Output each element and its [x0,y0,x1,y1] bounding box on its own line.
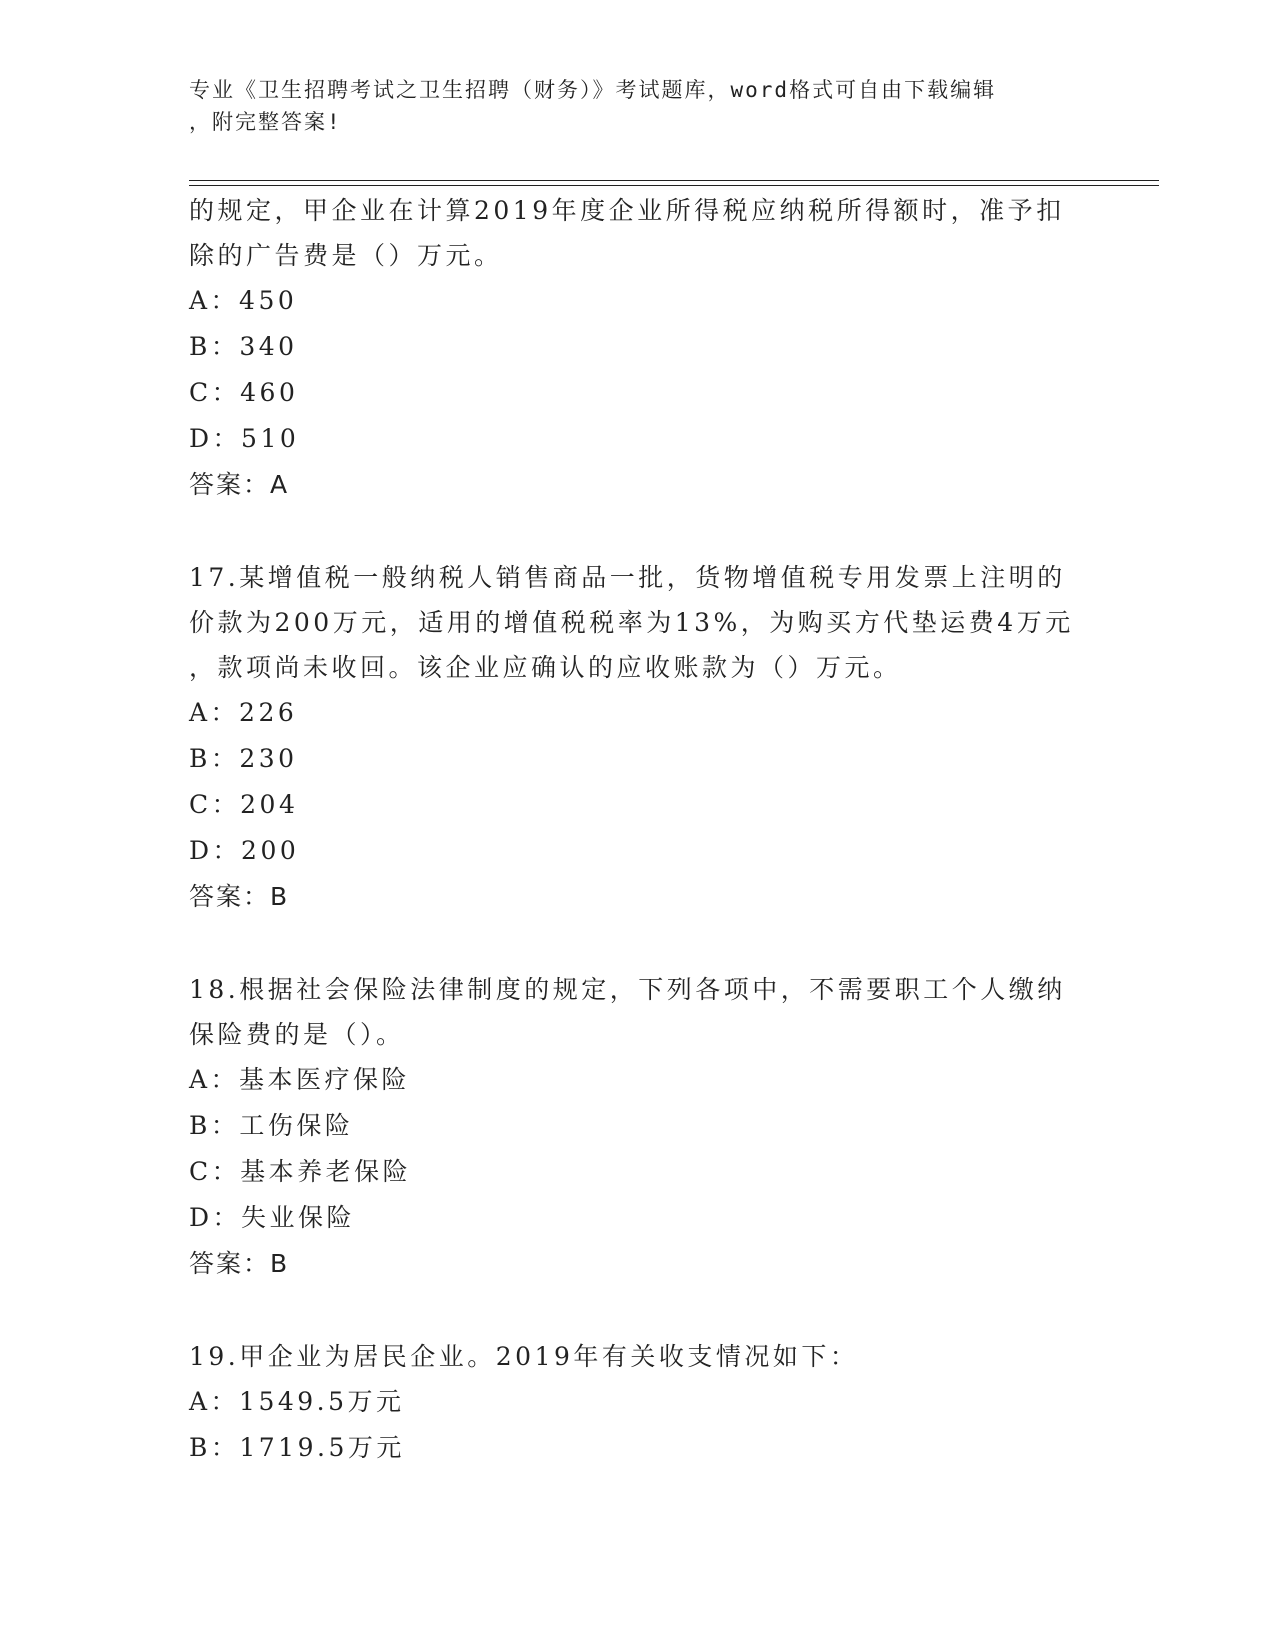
option-b: B：1719.5万元 [189,1433,405,1462]
question-block-19 [189,1334,1089,1471]
header-divider-top [189,180,1159,181]
option-d: D：失业保险 [189,1203,356,1232]
spacer [189,508,1089,555]
option-b: B：工伤保险 [189,1111,354,1140]
option-a: A：1549.5万元 [189,1387,405,1416]
option-b: B：230 [189,744,298,773]
question-block-18 [189,967,1089,1287]
question-block-17 [189,555,1089,920]
option-c: C：204 [189,790,299,819]
option-b: B：340 [189,332,298,361]
question-text-line: ，款项尚未收回。该企业应确认的应收账款为（）万元。 [189,653,902,682]
option-c: C：基本养老保险 [189,1157,412,1186]
question-text-line: 价款为200万元，适用的增值税税率为13%，为购买方代垫运费4万元 [189,608,1074,637]
question-list [189,188,1089,1471]
question-text-line: 19.甲企业为居民企业。2019年有关收支情况如下： [189,1342,859,1371]
option-c: C：460 [189,378,299,407]
header-divider-bottom [189,185,1159,186]
question-text-line: 除的广告费是（）万元。 [189,241,503,270]
header-line-2: ，附完整答案! [189,110,342,134]
question-text-line: 18.根据社会保险法律制度的规定，下列各项中，不需要职工个人缴纳 [189,975,1066,1004]
option-a: A：450 [189,286,298,315]
spacer [189,1287,1089,1334]
header-line-1: 专业《卫生招聘考试之卫生招聘（财务）》考试题库，word格式可自由下载编辑 [189,78,997,102]
option-a: A：226 [189,698,298,727]
answer: 答案：B [189,882,290,911]
option-d: D：510 [189,424,300,453]
option-a: A：基本医疗保险 [189,1065,411,1094]
option-d: D：200 [189,836,300,865]
question-text-line: 保险费的是（）。 [189,1020,405,1049]
answer: 答案：B [189,1249,290,1278]
question-text-line: 的规定，甲企业在计算2019年度企业所得税应纳税所得额时，准予扣 [189,196,1065,225]
question-text-line: 17.某增值税一般纳税人销售商品一批，货物增值税专用发票上注明的 [189,563,1066,592]
question-block-16 [189,188,1089,508]
answer: 答案：A [189,470,290,499]
document-header [189,74,1089,138]
spacer [189,920,1089,967]
